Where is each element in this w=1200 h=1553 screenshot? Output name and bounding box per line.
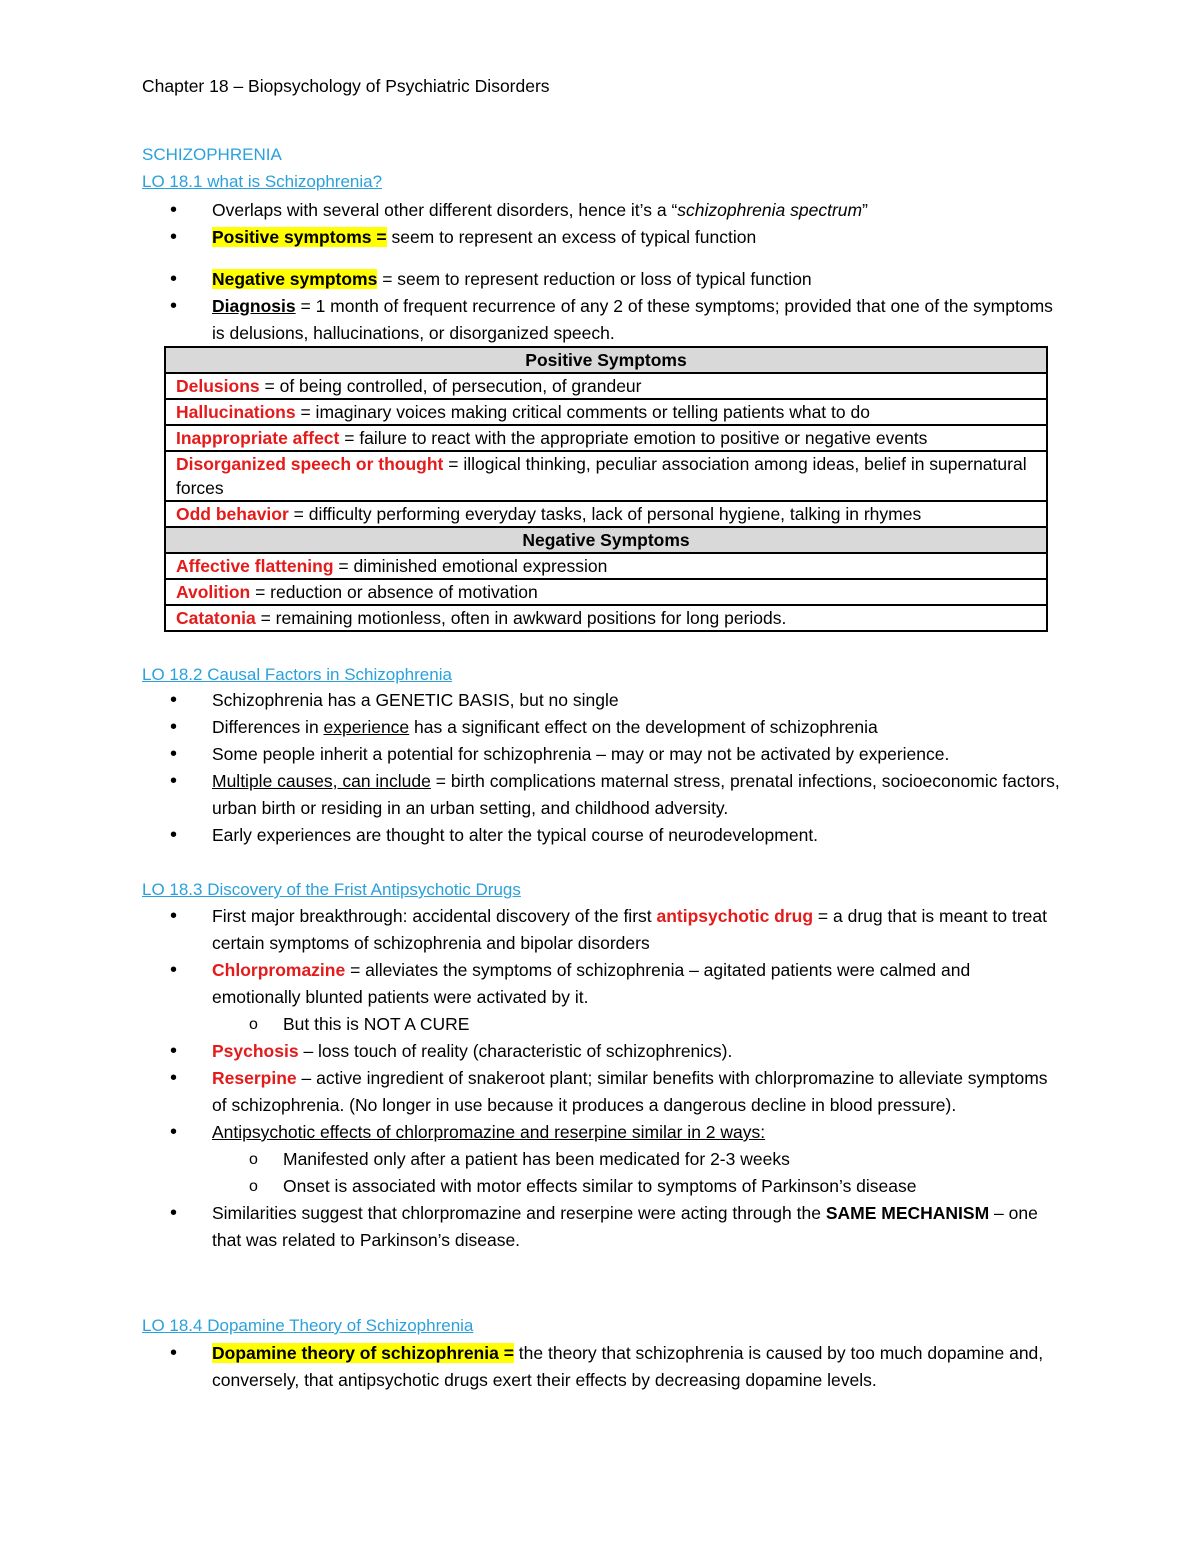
table-row: Odd behavior = difficulty performing everyday tasks, lack of personal hygiene, talking in rhymes xyxy=(165,501,1047,527)
sub-list-item: o Onset is associated with motor effects similar to symptoms of Parkinson’s disease xyxy=(142,1173,1062,1200)
list-item: • First major breakthrough: accidental discovery of the first antipsychotic drug = a drug that is meant to treat certain symptoms of schizophrenia and bipolar disorders xyxy=(142,903,1062,957)
positive-symptoms-header: Positive Symptoms xyxy=(165,347,1047,373)
table-row: Affective flattening = diminished emotional expression xyxy=(165,553,1047,579)
lo-18-4-title: LO 18.4 Dopamine Theory of Schizophrenia xyxy=(142,1316,474,1335)
sub-list-item: o But this is NOT A CURE xyxy=(142,1011,1062,1038)
list-item: • Schizophrenia has a GENETIC BASIS, but no single xyxy=(142,687,1062,714)
underlined-term: Diagnosis xyxy=(212,296,296,316)
lo-18-1-list xyxy=(142,197,1062,347)
table-row: Avolition = reduction or absence of motivation xyxy=(165,579,1047,605)
highlighted-term: Positive symptoms = xyxy=(212,227,387,247)
list-item: • Negative symptoms = seem to represent reduction or loss of typical function xyxy=(142,266,1062,293)
sub-list-item: o Manifested only after a patient has been medicated for 2-3 weeks xyxy=(142,1146,1062,1173)
table-row: Inappropriate affect = failure to react with the appropriate emotion to positive or negative events xyxy=(165,425,1047,451)
list-item: • Positive symptoms = seem to represent an excess of typical function xyxy=(142,224,1062,251)
highlighted-term: Dopamine theory of schizophrenia = xyxy=(212,1343,514,1363)
symptoms-table xyxy=(164,346,1048,632)
list-item: • Reserpine – active ingredient of snakeroot plant; similar benefits with chlorpromazine to alleviate symptoms of schizophrenia. (No longer in use because it produces a dangerous decline in blood pressure). xyxy=(142,1065,1062,1119)
table-row: Delusions = of being controlled, of persecution, of grandeur xyxy=(165,373,1047,399)
list-item: • Similarities suggest that chlorpromazine and reserpine were acting through the SAME MECHANISM – one that was related to Parkinson’s disease. xyxy=(142,1200,1062,1254)
table-row: Catatonia = remaining motionless, often in awkward positions for long periods. xyxy=(165,605,1047,631)
list-item: • Dopamine theory of schizophrenia = the theory that schizophrenia is caused by too much dopamine and, conversely, that antipsychotic drugs exert their effects by decreasing dopamine levels. xyxy=(142,1340,1062,1394)
list-item: • Multiple causes, can include = birth complications maternal stress, prenatal infections, socioeconomic factors, urban birth or residing in an urban setting, and childhood adversity. xyxy=(142,768,1062,822)
list-item: • Differences in experience has a significant effect on the development of schizophrenia xyxy=(142,714,1062,741)
lo-18-2-title: LO 18.2 Causal Factors in Schizophrenia xyxy=(142,665,452,684)
lo-18-3-title: LO 18.3 Discovery of the Frist Antipsychotic Drugs xyxy=(142,880,521,899)
list-item: • Antipsychotic effects of chlorpromazine and reserpine similar in 2 ways: xyxy=(142,1119,1062,1146)
lo-18-1-title: LO 18.1 what is Schizophrenia? xyxy=(142,172,383,191)
list-item: • Psychosis – loss touch of reality (characteristic of schizophrenics). xyxy=(142,1038,1062,1065)
lo-18-3-list xyxy=(142,903,1062,1254)
table-row: Disorganized speech or thought = illogical thinking, peculiar association among ideas, belief in supernatural forces xyxy=(165,451,1047,501)
page-title: Chapter 18 – Biopsychology of Psychiatric Disorders xyxy=(142,76,550,96)
lo-18-4-list xyxy=(142,1340,1062,1394)
list-item: • Early experiences are thought to alter the typical course of neurodevelopment. xyxy=(142,822,1062,849)
list-item: • Chlorpromazine = alleviates the symptoms of schizophrenia – agitated patients were calmed and emotionally blunted patients were activated by it. xyxy=(142,957,1062,1011)
highlighted-term: Negative symptoms xyxy=(212,269,378,289)
list-item: • Some people inherit a potential for schizophrenia – may or may not be activated by experience. xyxy=(142,741,1062,768)
list-item: • Diagnosis = 1 month of frequent recurrence of any 2 of these symptoms; provided that one of the symptoms is delusions, hallucinations, or disorganized speech. xyxy=(142,293,1062,347)
negative-symptoms-header: Negative Symptoms xyxy=(165,527,1047,553)
section-heading: SCHIZOPHRENIA xyxy=(142,145,282,164)
list-item: • Overlaps with several other different disorders, hence it’s a “schizophrenia spectrum” xyxy=(142,197,1062,224)
lo-18-2-list xyxy=(142,687,1062,849)
table-row: Hallucinations = imaginary voices making critical comments or telling patients what to do xyxy=(165,399,1047,425)
